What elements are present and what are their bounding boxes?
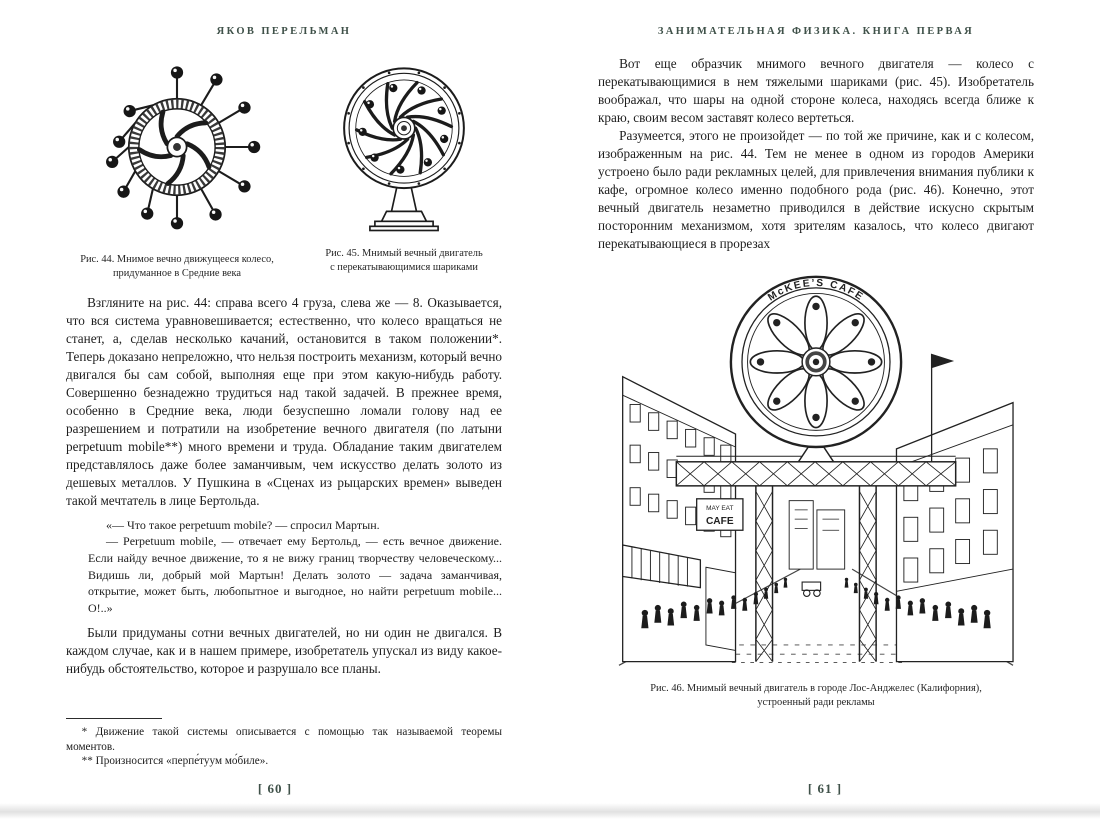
street-cart — [802, 583, 821, 597]
cafe-sign-main-text: CAFE — [705, 516, 734, 528]
footnote-2: ** Произносится «перпе́туум мо́биле». — [81, 755, 269, 768]
page-number-left: [ 60 ] — [257, 781, 293, 796]
fig45-ball-wheel-illustration — [325, 55, 483, 233]
cafe-sign — [697, 499, 743, 530]
page-number-right: [ 61 ] — [807, 781, 843, 796]
fig44-caption: Рис. 44. Мнимое вечно движущееся колесо, придуманное в Средние века — [80, 254, 274, 279]
figure-44 — [66, 55, 288, 280]
running-head-left: ЯКОВ ПЕРЕЛЬМАН — [216, 26, 352, 37]
cafe-sign-top-text: MAY EAT — [706, 505, 734, 513]
page-61 — [550, 0, 1100, 825]
fig45-caption: Рис. 45. Мнимый вечный двигатель с перекатывающимися шариками — [325, 248, 483, 273]
paragraph-3: Вот еще образчик мнимого вечного двигателя — колесо с перекатывающимися в нем тяжелыми шариками (рис. 45). Изобретатель воображал, что шары на одной стороне колеса, находясь всегда ближе к краю, своим весом заставят колесо вертеться. — [598, 56, 1034, 125]
figure-45 — [306, 55, 502, 274]
footnote-1: * Движение такой системы описывается с помощью так называемой теоремы моментов. — [66, 726, 502, 753]
figure-46 — [598, 262, 1034, 709]
fig46-street-scene-illustration — [617, 262, 1015, 669]
quote-block — [88, 517, 502, 616]
paragraph-2: Были придуманы сотни вечных двигателей, но ни один не двигался. В каждом случае, как и в нашем примере, изобретатель упускал из виду какое-нибудь обстоятельство, которое и разрушало все планы. — [66, 625, 502, 677]
fig46-caption: Рис. 46. Мнимый вечный двигатель в городе Лос-Анджелес (Калифорния), устроенный ради рекламы — [650, 683, 982, 709]
footnote-area — [66, 718, 502, 769]
running-head-right: ЗАНИМАТЕЛЬНАЯ ФИЗИКА. КНИГА ПЕРВАЯ — [657, 26, 975, 37]
footnote-rule — [66, 718, 162, 719]
fig44-medieval-wheel-illustration — [85, 55, 269, 239]
paragraph-1: Взгляните на рис. 44: справа всего 4 груза, слева же — 8. Оказывается, что вся система уравновешивается; естественно, что колесо вращаться не станет, а, сделав несколько качаний, остановится в таком положении*. Теперь доказано непреложно, что нельзя построить механизм, который вечно двигался бы сам собой, выполняя еще при этом какую-нибудь работу. Совершенно безнадежно трудиться над такой задачей. В прежнее время, особенно в Средние века, люди безуспешно ломали голову над ее разрешением и потратили на изобретение вечного двигателя (по латыни perpetuum mobile**) много времени и труда. Обладание таким двигателем представлялось даже более заманчивым, чем искусство делать золото из дешевых металлов. У Пушкина в «Сценах из рыцарских времен» выведен такой мечтатель в лице Бертольда. — [66, 295, 502, 508]
paragraph-4: Разумеется, этого не произойдет — по той же причине, как и с колесом, изображенным на рис. 44. Тем не менее в одном из городов Америки устроено было ради рекламных целей, для привлечения внимания публики к кафе, огромное колесо именно подобного рода (рис. 46). Конечно, этот вечный двигатель незаметно приводился в действие искусно скрытым посторонним механизмом, хотя зрителям казалось, что колесо двигают перекатывающиеся в прорезах — [598, 127, 1034, 251]
quote-line-1: «— Что такое perpetuum mobile? — спросил Мартын. — [106, 517, 380, 532]
figures-row — [66, 55, 502, 280]
quote-line-2: — Perpetuum mobile, — отвечает ему Бертольд, — есть вечное движение. Если найду вечное движение, то я не вижу границ творчеству человеческому... Видишь ли, добрый мой Мартын! Делать золото — задача заманчивая, открытие, может быть, любопытное и выгодное, но найти perpetuum mobile... О!..» — [88, 534, 502, 615]
wheel-band-text: McKEE’S CAFE — [766, 278, 866, 305]
